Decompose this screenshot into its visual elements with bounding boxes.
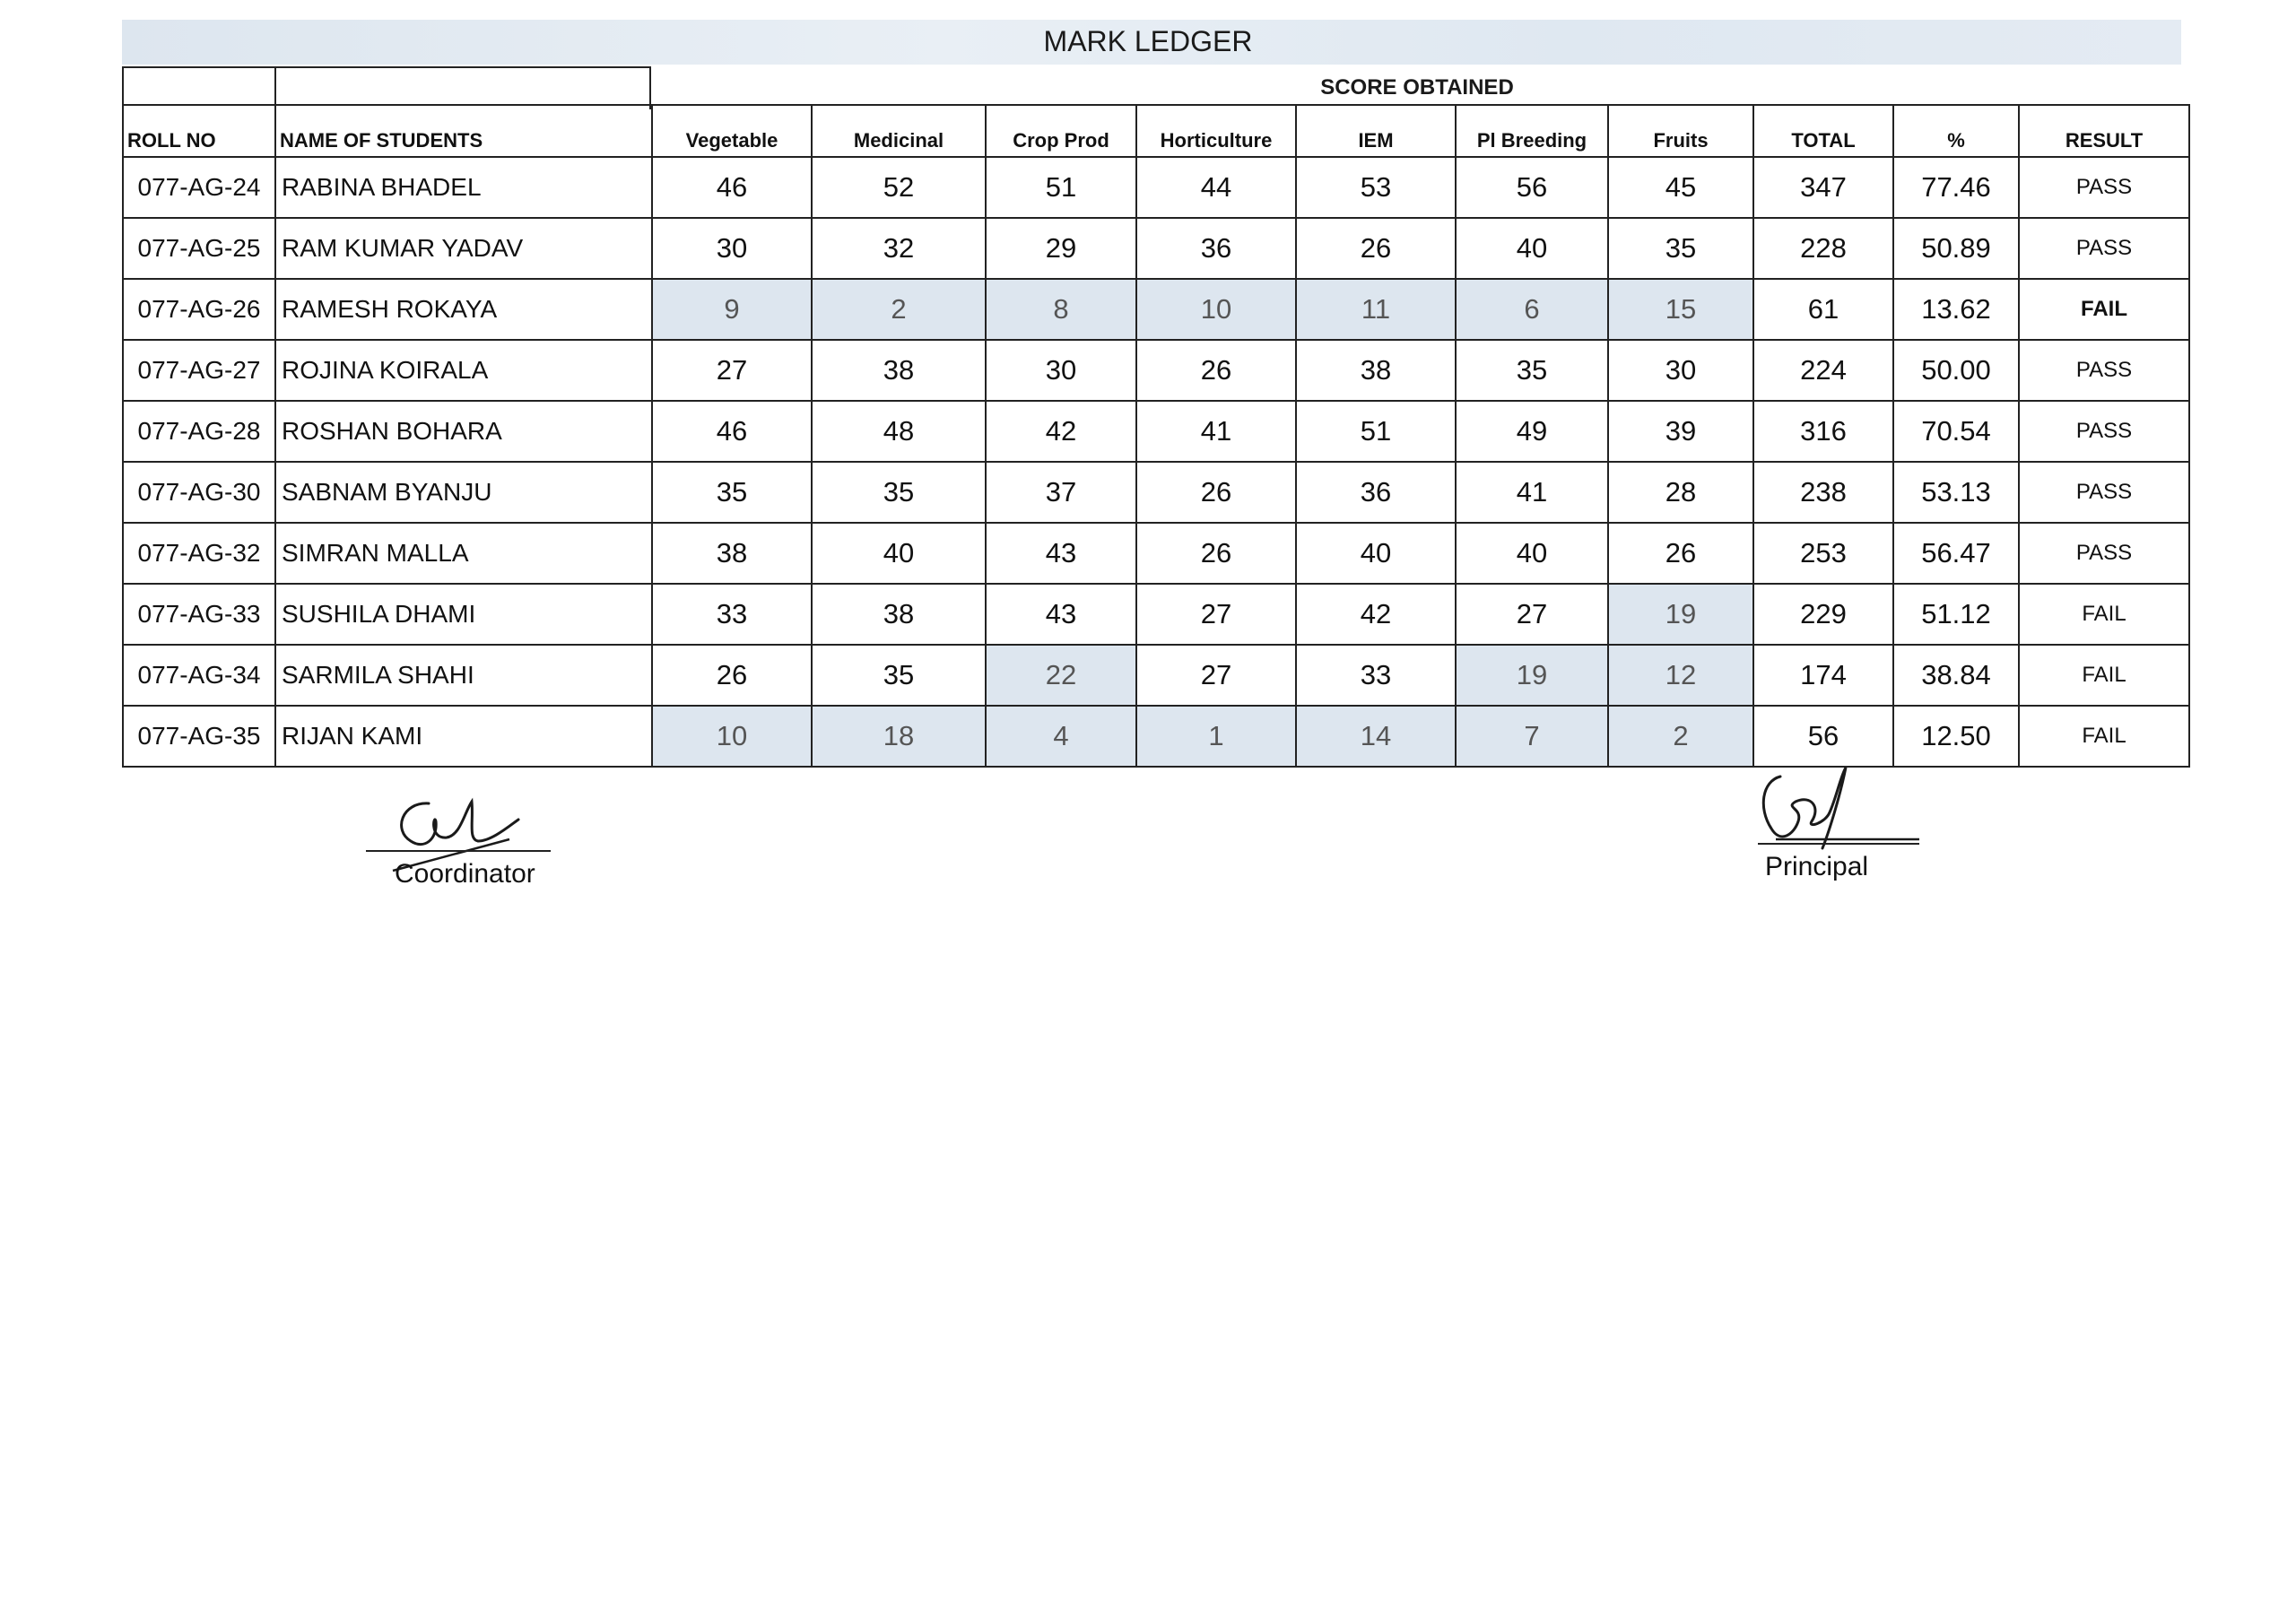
total-cell: 174 [1753,645,1893,706]
score-cell: 14 [1296,706,1456,767]
student-name-cell: SUSHILA DHAMI [275,584,652,645]
score-cell: 27 [652,340,812,401]
total-cell: 253 [1753,523,1893,584]
score-cell: 26 [1136,462,1296,523]
score-cell: 12 [1608,645,1753,706]
score-cell: 40 [1456,218,1608,279]
total-cell: 347 [1753,157,1893,218]
score-cell: 39 [1608,401,1753,462]
score-cell: 40 [1296,523,1456,584]
document-title: MARK LEDGER [1043,25,1253,57]
score-cell: 38 [812,340,986,401]
percent-cell: 53.13 [1893,462,2019,523]
score-cell: 27 [1456,584,1608,645]
score-cell: 53 [1296,157,1456,218]
result-cell: PASS [2019,340,2189,401]
score-cell: 38 [652,523,812,584]
score-cell: 1 [1136,706,1296,767]
header-name: NAME OF STUDENTS [275,105,652,157]
student-name-cell: RABINA BHADEL [275,157,652,218]
score-cell: 26 [1136,523,1296,584]
header-total: TOTAL [1753,105,1893,157]
percent-cell: 77.46 [1893,157,2019,218]
result-cell: PASS [2019,462,2189,523]
header-blank-box [274,66,651,109]
student-name-cell: ROSHAN BOHARA [275,401,652,462]
score-cell: 18 [812,706,986,767]
principal-signature-line [1758,843,1919,845]
total-cell: 238 [1753,462,1893,523]
score-cell: 43 [986,584,1136,645]
score-cell: 45 [1608,157,1753,218]
header-row [123,105,2189,157]
header-result: RESULT [2019,105,2189,157]
score-cell: 35 [812,645,986,706]
score-cell: 30 [1608,340,1753,401]
result-cell: FAIL [2019,584,2189,645]
header-horticulture: Horticulture [1136,105,1296,157]
roll-no-cell: 077-AG-25 [123,218,275,279]
table-row [123,523,2189,584]
student-name-cell: ROJINA KOIRALA [275,340,652,401]
score-cell: 33 [652,584,812,645]
percent-cell: 70.54 [1893,401,2019,462]
score-cell: 26 [1296,218,1456,279]
roll-no-cell: 077-AG-24 [123,157,275,218]
result-cell: PASS [2019,218,2189,279]
header-vegetable: Vegetable [652,105,812,157]
score-cell: 41 [1456,462,1608,523]
result-cell: PASS [2019,523,2189,584]
score-cell: 10 [1136,279,1296,340]
roll-no-cell: 077-AG-35 [123,706,275,767]
header-medicinal: Medicinal [812,105,986,157]
roll-no-cell: 077-AG-33 [123,584,275,645]
score-cell: 11 [1296,279,1456,340]
percent-cell: 50.89 [1893,218,2019,279]
student-name-cell: SIMRAN MALLA [275,523,652,584]
table-row [123,157,2189,218]
score-cell: 33 [1296,645,1456,706]
total-cell: 228 [1753,218,1893,279]
coordinator-label: Coordinator [395,859,535,889]
score-cell: 30 [986,340,1136,401]
score-cell: 56 [1456,157,1608,218]
roll-no-cell: 077-AG-28 [123,401,275,462]
score-cell: 44 [1136,157,1296,218]
result-cell: PASS [2019,157,2189,218]
coordinator-signature-line [366,850,551,852]
score-cell: 48 [812,401,986,462]
score-obtained-header: SCORE OBTAINED [1320,75,1514,100]
score-cell: 29 [986,218,1136,279]
score-cell: 46 [652,157,812,218]
table-row [123,706,2189,767]
result-cell: FAIL [2019,706,2189,767]
score-cell: 4 [986,706,1136,767]
score-cell: 46 [652,401,812,462]
total-cell: 56 [1753,706,1893,767]
score-cell: 42 [1296,584,1456,645]
score-cell: 40 [1456,523,1608,584]
score-cell: 42 [986,401,1136,462]
percent-cell: 56.47 [1893,523,2019,584]
header-percent: % [1893,105,2019,157]
score-cell: 35 [812,462,986,523]
score-cell: 40 [812,523,986,584]
table-row [123,645,2189,706]
score-cell: 51 [986,157,1136,218]
percent-cell: 38.84 [1893,645,2019,706]
roll-no-cell: 077-AG-32 [123,523,275,584]
score-cell: 36 [1296,462,1456,523]
header-blank-box [122,66,276,109]
score-cell: 27 [1136,584,1296,645]
roll-no-cell: 077-AG-26 [123,279,275,340]
score-cell: 15 [1608,279,1753,340]
score-cell: 38 [812,584,986,645]
roll-no-cell: 077-AG-27 [123,340,275,401]
score-cell: 26 [1608,523,1753,584]
roll-no-cell: 077-AG-30 [123,462,275,523]
table-row [123,279,2189,340]
score-cell: 32 [812,218,986,279]
header-crop-prod: Crop Prod [986,105,1136,157]
score-cell: 22 [986,645,1136,706]
table-row [123,584,2189,645]
score-cell: 28 [1608,462,1753,523]
roll-no-cell: 077-AG-34 [123,645,275,706]
score-cell: 8 [986,279,1136,340]
score-cell: 2 [812,279,986,340]
total-cell: 229 [1753,584,1893,645]
score-cell: 2 [1608,706,1753,767]
score-cell: 27 [1136,645,1296,706]
header-roll-no: ROLL NO [123,105,275,157]
header-iem: IEM [1296,105,1456,157]
percent-cell: 51.12 [1893,584,2019,645]
score-cell: 30 [652,218,812,279]
score-cell: 26 [652,645,812,706]
header-fruits: Fruits [1608,105,1753,157]
score-cell: 52 [812,157,986,218]
score-cell: 19 [1608,584,1753,645]
header-pl-breeding: Pl Breeding [1456,105,1608,157]
table-row [123,218,2189,279]
student-name-cell: RAMESH ROKAYA [275,279,652,340]
student-name-cell: SARMILA SHAHI [275,645,652,706]
result-cell: FAIL [2019,279,2189,340]
score-cell: 43 [986,523,1136,584]
table-row [123,340,2189,401]
score-cell: 7 [1456,706,1608,767]
score-cell: 10 [652,706,812,767]
score-cell: 19 [1456,645,1608,706]
mark-ledger-table [122,104,2190,768]
score-cell: 35 [1608,218,1753,279]
total-cell: 61 [1753,279,1893,340]
result-cell: FAIL [2019,645,2189,706]
result-cell: PASS [2019,401,2189,462]
percent-cell: 12.50 [1893,706,2019,767]
ledger-body [123,157,2189,767]
score-cell: 9 [652,279,812,340]
score-cell: 41 [1136,401,1296,462]
score-cell: 35 [652,462,812,523]
score-cell: 26 [1136,340,1296,401]
student-name-cell: RIJAN KAMI [275,706,652,767]
score-cell: 37 [986,462,1136,523]
total-cell: 316 [1753,401,1893,462]
score-cell: 38 [1296,340,1456,401]
table-row [123,462,2189,523]
score-cell: 51 [1296,401,1456,462]
score-cell: 36 [1136,218,1296,279]
percent-cell: 13.62 [1893,279,2019,340]
table-row [123,401,2189,462]
principal-label: Principal [1765,852,1869,881]
percent-cell: 50.00 [1893,340,2019,401]
score-cell: 49 [1456,401,1608,462]
score-cell: 6 [1456,279,1608,340]
student-name-cell: RAM KUMAR YADAV [275,218,652,279]
score-cell: 35 [1456,340,1608,401]
total-cell: 224 [1753,340,1893,401]
student-name-cell: SABNAM BYANJU [275,462,652,523]
